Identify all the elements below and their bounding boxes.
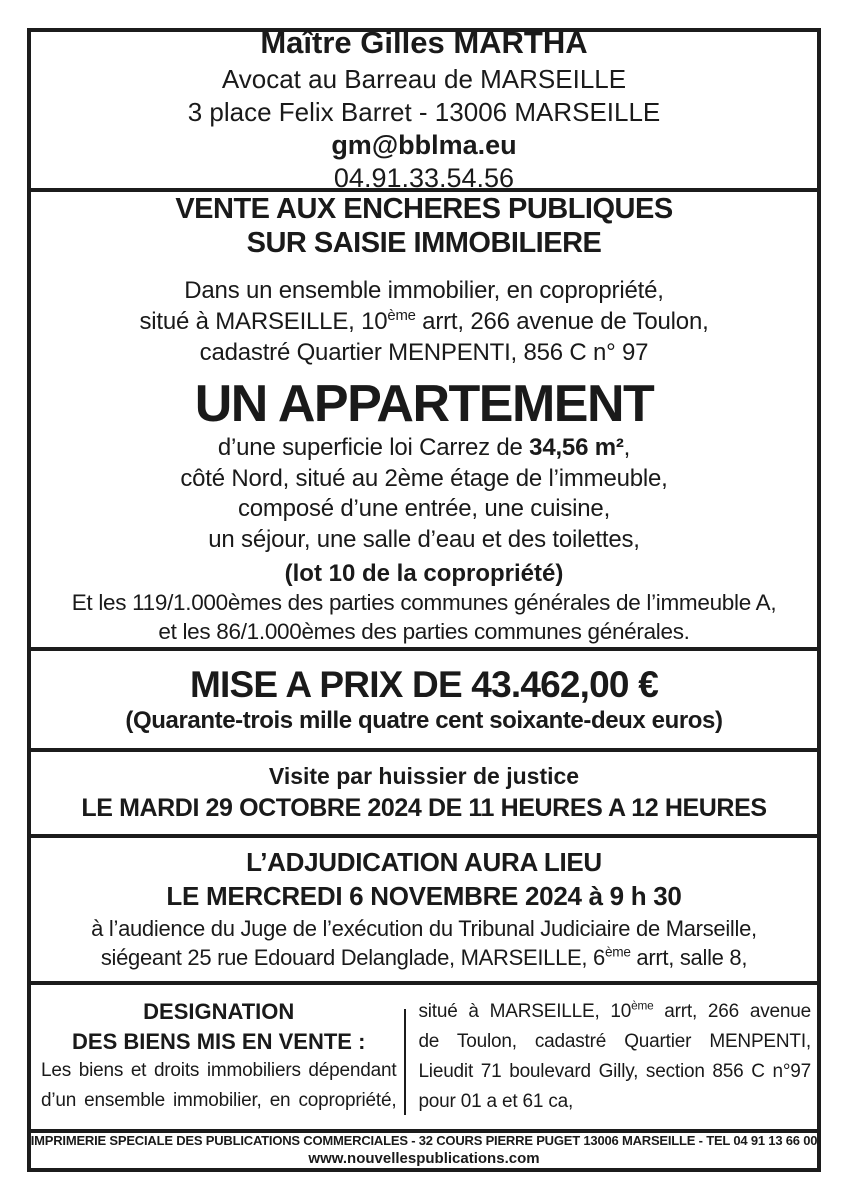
- adjudication-title1: L’ADJUDICATION AURA LIEU: [246, 847, 602, 878]
- adjudication-body1: à l’audience du Juge de l’exécution du Tribunal Judiciaire de Marseille,: [91, 915, 757, 941]
- designation-left-line2: d’un ensemble immobilier, en copropriété,: [41, 1090, 397, 1112]
- adjudication-body2: [101, 943, 747, 973]
- price-subtitle: (Quarante-trois mille quatre cent soixante-deux euros): [125, 707, 723, 735]
- section-visit: [27, 748, 821, 838]
- sale-intro-line2: [139, 306, 708, 337]
- designation-heading2: DES BIENS MIS EN VENTE :: [72, 1028, 366, 1054]
- designation-left-line1: Les biens et droits immobiliers dépendant: [41, 1060, 397, 1082]
- sale-intro-line1: Dans un ensemble immobilier, en copropriété,: [184, 276, 664, 304]
- surface-value: 34,56 m²: [529, 434, 624, 462]
- sale-intro-line2-text2: arrt, 266 avenue de Toulon,: [415, 307, 709, 335]
- ordinal-superscript: ème: [387, 307, 416, 324]
- lawyer-role: Avocat au Barreau de MARSEILLE: [221, 63, 627, 94]
- sale-title-line2: SUR SAISIE IMMOBILIERE: [246, 227, 602, 260]
- designation-right-line4: pour 01 a et 61 ca,: [418, 1091, 574, 1113]
- ordinal-superscript: ème: [605, 944, 631, 960]
- property-desc-line3: composé d’une entrée, une cuisine,: [237, 495, 611, 523]
- sale-title-line1: VENTE AUX ENCHERES PUBLIQUES: [175, 193, 673, 226]
- sale-intro-line2-text: situé à MARSEILLE, 10: [139, 307, 388, 335]
- designation-right-column: [406, 995, 815, 1123]
- sale-intro-line3: cadastré Quartier MENPENTI, 856 C n° 97: [199, 338, 649, 366]
- property-desc-line1: [218, 433, 630, 463]
- visit-line2: LE MARDI 29 OCTOBRE 2024 DE 11 HEURES A 12 HEURES: [81, 794, 767, 823]
- lawyer-address: 3 place Felix Barret - 13006 MARSEILLE: [187, 96, 661, 127]
- designation-right-line3: Lieudit 71 boulevard Gilly, section 856 C n°97: [418, 1061, 811, 1083]
- section-starting-price: [27, 647, 821, 752]
- lawyer-email: gm@bblma.eu: [331, 129, 517, 160]
- price-title: MISE A PRIX DE 43.462,00 €: [190, 663, 658, 705]
- designation-heading1: DESIGNATION: [143, 999, 295, 1024]
- designation-right-line2: de Toulon, cadastré Quartier MENPENTI,: [418, 1031, 811, 1053]
- shares-line2: et les 86/1.000èmes des parties communes générales.: [158, 619, 690, 645]
- printer-info: IMPRIMERIE SPECIALE DES PUBLICATIONS COMMERCIALES - 32 COURS PIERRE PUGET 13006 MARSEILLE - TEL 04 91 13 66 00: [30, 1133, 818, 1149]
- notice-frame: [27, 24, 821, 1172]
- adjudication-body2-text: siégeant 25 rue Edouard Delanglade, MARSEILLE, 6: [100, 945, 605, 971]
- designation-left-column: [33, 995, 404, 1123]
- printer-website: www.nouvellespublications.com: [308, 1149, 540, 1167]
- lot-line: (lot 10 de la copropriété): [284, 560, 564, 588]
- lawyer-name: Maître Gilles MARTHA: [260, 24, 588, 60]
- designation-right-line1: [418, 997, 811, 1027]
- designation-columns: [31, 985, 817, 1129]
- desc-line1-text2: ,: [623, 434, 631, 462]
- desc-line1-text: d’une superficie loi Carrez de: [217, 434, 530, 462]
- designation-right-line1-text2: arrt, 266 avenue: [653, 1001, 811, 1022]
- section-designation: [27, 981, 821, 1133]
- property-desc-line2: côté Nord, situé au 2ème étage de l’immeuble,: [180, 464, 668, 492]
- visit-line1: Visite par huissier de justice: [268, 763, 580, 790]
- property-title: UN APPARTEMENT: [194, 375, 654, 434]
- ordinal-superscript: ème: [631, 999, 654, 1013]
- lawyer-phone: 04.91.33.54.56: [333, 163, 515, 194]
- adjudication-body2-text2: arrt, salle 8,: [630, 945, 748, 971]
- shares-line1: Et les 119/1.000èmes des parties communes générales de l’immeuble A,: [71, 590, 777, 616]
- property-desc-line4: un séjour, une salle d’eau et des toilettes,: [208, 525, 640, 553]
- section-lawyer-header: [27, 24, 821, 194]
- adjudication-title2: LE MERCREDI 6 NOVEMBRE 2024 à 9 h 30: [166, 880, 682, 911]
- section-sale-property: [27, 188, 821, 651]
- section-printer-footer: [27, 1129, 821, 1172]
- section-adjudication: [27, 834, 821, 985]
- designation-right-line1-text: situé à MARSEILLE, 10: [418, 1001, 632, 1022]
